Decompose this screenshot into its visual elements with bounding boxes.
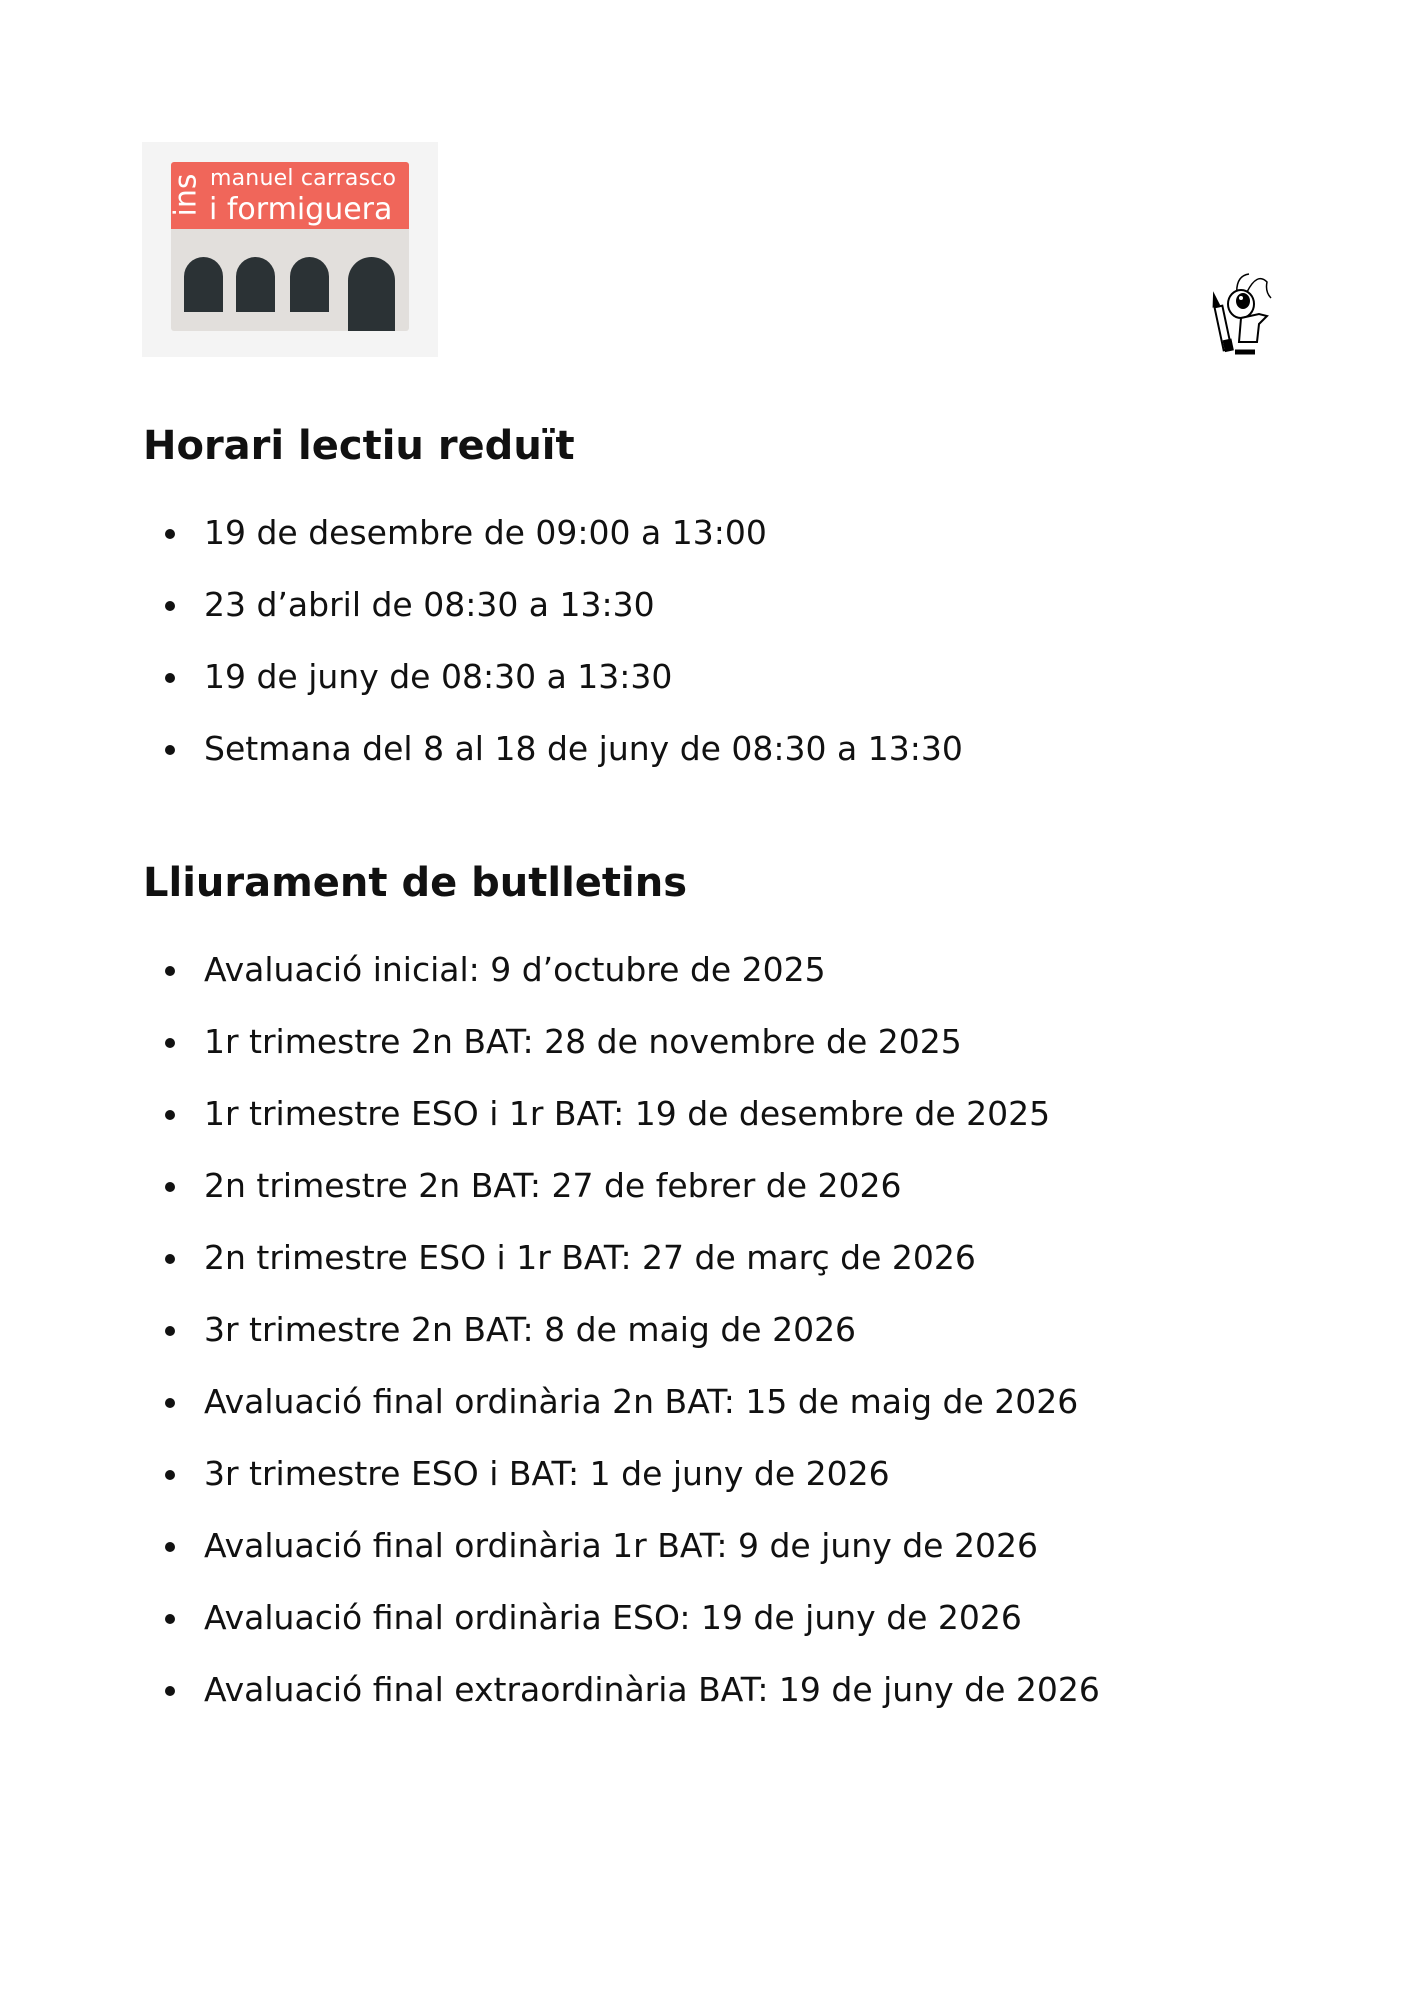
logo-line2: i formiguera <box>209 192 393 227</box>
arch-icon <box>184 257 223 312</box>
report-delivery-list <box>0 934 1100 1726</box>
logo-banner <box>168 162 409 229</box>
list-item: 3r trimestre 2n BAT: 8 de maig de 2026 <box>0 1294 1100 1366</box>
list-item: 2n trimestre 2n BAT: 27 de febrer de 2026 <box>0 1150 1100 1222</box>
list-item: Avaluació final ordinària ESO: 19 de juny de 2026 <box>0 1582 1100 1654</box>
door-icon <box>348 257 395 331</box>
list-item: Avaluació final extraordinària BAT: 19 de juny de 2026 <box>0 1654 1100 1726</box>
logo-building <box>171 229 409 331</box>
list-item: Avaluació final ordinària 2n BAT: 15 de maig de 2026 <box>0 1366 1100 1438</box>
section-title: Lliurament de butlletins <box>143 860 688 906</box>
list-item: 1r trimestre 2n BAT: 28 de novembre de 2025 <box>0 1006 1100 1078</box>
list-item: Avaluació final ordinària 1r BAT: 9 de juny de 2026 <box>0 1510 1100 1582</box>
reduced-schedule-list <box>0 497 963 785</box>
arch-icon <box>290 257 329 312</box>
list-item: 3r trimestre ESO i BAT: 1 de juny de 2026 <box>0 1438 1100 1510</box>
ant-mascot-icon <box>1205 268 1285 358</box>
list-item: 19 de desembre de 09:00 a 13:00 <box>0 497 963 569</box>
logo-ins: ins <box>168 173 204 217</box>
section-title: Horari lectiu reduït <box>143 423 575 469</box>
logo-line1: manuel carrasco <box>210 166 397 191</box>
list-item: 1r trimestre ESO i 1r BAT: 19 de desembre de 2025 <box>0 1078 1100 1150</box>
arch-icon <box>236 257 275 312</box>
school-logo <box>142 142 438 357</box>
list-item: Setmana del 8 al 18 de juny de 08:30 a 13:30 <box>0 713 963 785</box>
list-item: 2n trimestre ESO i 1r BAT: 27 de març de 2026 <box>0 1222 1100 1294</box>
list-item: Avaluació inicial: 9 d’octubre de 2025 <box>0 934 1100 1006</box>
list-item: 19 de juny de 08:30 a 13:30 <box>0 641 963 713</box>
list-item: 23 d’abril de 08:30 a 13:30 <box>0 569 963 641</box>
